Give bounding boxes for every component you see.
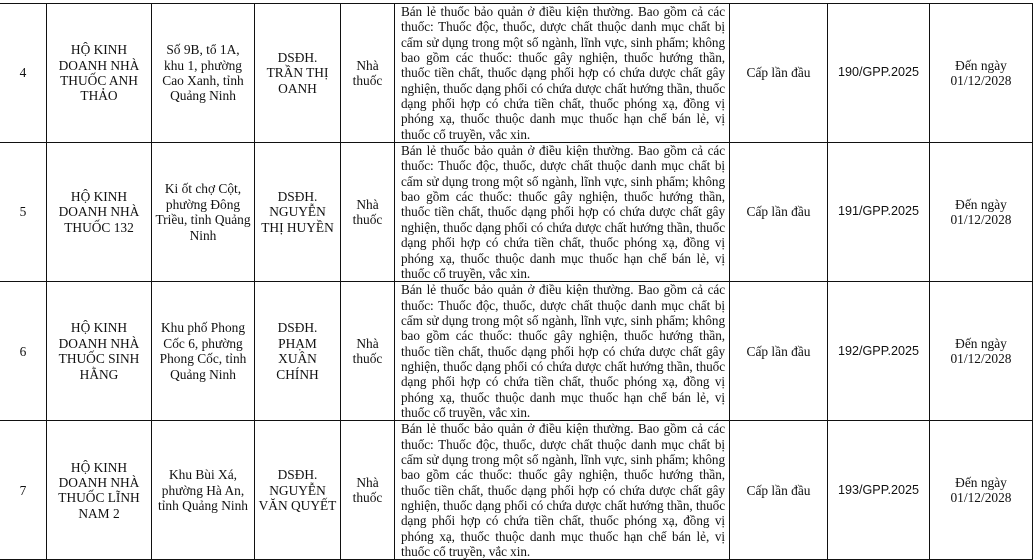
pharmacy-license-table xyxy=(0,3,1033,560)
establishment-type xyxy=(341,4,395,143)
responsible-pharmacist-text: DSĐH. PHẠM XUÂN CHÍNH xyxy=(276,320,319,382)
row-number: 7 xyxy=(0,421,47,560)
responsible-pharmacist xyxy=(255,4,341,143)
license-number: 190/GPP.2025 xyxy=(828,4,930,143)
license-number: 191/GPP.2025 xyxy=(828,143,930,282)
row-number: 6 xyxy=(0,282,47,421)
business-address xyxy=(152,4,255,143)
expiry-date-text: Đến ngày 01/12/2028 xyxy=(950,474,1012,506)
table-row xyxy=(0,421,1033,560)
business-name xyxy=(47,4,152,143)
business-scope-text: Bán lẻ thuốc bảo quản ở điều kiện thường. Bao gồm cả các thuốc: Thuốc độc, thuốc, dược chất thuộc danh mục chất bị cấm sử dụng trong một số ngành, lĩnh vực, sinh phẩm; không bao gồm các thuốc: thuốc gây nghiện, thuốc hướng thần, thuốc tiền chất, thuốc dạng phối hợp có chứa dược chất gây nghiện, thuốc dạng phối có chứa dược chất hướng thần, thuốc dạng phối hợp có chứa tiền chất, thuốc phóng xạ, đồng vị phóng xạ, thuốc thuộc danh mục thuốc hạn chế bán lẻ, vị thuốc cổ truyền, vắc xin. xyxy=(401,143,725,281)
responsible-pharmacist xyxy=(255,143,341,282)
license-number: 192/GPP.2025 xyxy=(828,282,930,421)
establishment-type-text: Nhà thuốc xyxy=(352,335,383,367)
expiry-date-text: Đến ngày 01/12/2028 xyxy=(950,57,1012,89)
business-scope-text: Bán lẻ thuốc bảo quản ở điều kiện thường. Bao gồm cả các thuốc: Thuốc độc, thuốc, dược chất thuộc danh mục chất bị cấm sử dụng trong một số ngành, lĩnh vực, sinh phẩm; không bao gồm các thuốc: thuốc gây nghiện, thuốc hướng thần, thuốc tiền chất, thuốc dạng phối hợp có chứa dược chất gây nghiện, thuốc dạng phối có chứa dược chất hướng thần, thuốc dạng phối hợp có chứa tiền chất, thuốc phóng xạ, đồng vị phóng xạ, thuốc thuộc danh mục thuốc hạn chế bán lẻ, vị thuốc cổ truyền, vắc xin. xyxy=(401,421,725,560)
expiry-date xyxy=(930,4,1033,143)
expiry-date xyxy=(930,143,1033,282)
expiry-date-text: Đến ngày 01/12/2028 xyxy=(950,196,1012,228)
business-scope xyxy=(395,421,730,560)
business-name xyxy=(47,143,152,282)
establishment-type xyxy=(341,421,395,560)
business-name-text: HỘ KINH DOANH NHÀ THUỐC ANH THẢO xyxy=(58,42,140,104)
business-name xyxy=(47,421,152,560)
license-number: 193/GPP.2025 xyxy=(828,421,930,560)
business-scope-text: Bán lẻ thuốc bảo quản ở điều kiện thường. Bao gồm cả các thuốc: Thuốc độc, thuốc, dược chất thuộc danh mục chất bị cấm sử dụng trong một số ngành, lĩnh vực, sinh phẩm; không bao gồm các thuốc: thuốc gây nghiện, thuốc hướng thần, thuốc tiền chất, thuốc dạng phối hợp có chứa dược chất gây nghiện, thuốc dạng phối có chứa dược chất hướng thần, thuốc dạng phối hợp có chứa tiền chất, thuốc phóng xạ, đồng vị phóng xạ, thuốc thuộc danh mục thuốc hạn chế bán lẻ, vị thuốc cổ truyền, vắc xin. xyxy=(401,4,725,142)
business-address-text: Ki ốt chợ Cột, phường Đông Triều, tỉnh Quảng Ninh xyxy=(155,181,251,243)
business-scope xyxy=(395,282,730,421)
business-address-text: Số 9B, tổ 1A, khu 1, phường Cao Xanh, tỉnh Quảng Ninh xyxy=(162,42,244,104)
business-address-text: Khu Bùi Xá, phường Hà An, tỉnh Quảng Ninh xyxy=(157,467,248,514)
establishment-type-text: Nhà thuốc xyxy=(352,196,383,228)
issuance-form: Cấp lần đầu xyxy=(730,282,828,421)
establishment-type xyxy=(341,143,395,282)
establishment-type-text: Nhà thuốc xyxy=(352,474,383,506)
table-row xyxy=(0,282,1033,421)
business-scope-text: Bán lẻ thuốc bảo quản ở điều kiện thường. Bao gồm cả các thuốc: Thuốc độc, thuốc, dược chất thuộc danh mục chất bị cấm sử dụng trong một số ngành, lĩnh vực, sinh phẩm; không bao gồm các thuốc: thuốc gây nghiện, thuốc hướng thần, thuốc tiền chất, thuốc dạng phối hợp có chứa dược chất gây nghiện, thuốc dạng phối có chứa dược chất hướng thần, thuốc dạng phối hợp có chứa tiền chất, thuốc phóng xạ, đồng vị phóng xạ, thuốc thuộc danh mục thuốc hạn chế bán lẻ, vị thuốc cổ truyền, vắc xin. xyxy=(401,282,725,420)
table-row xyxy=(0,143,1033,282)
business-name-text: HỘ KINH DOANH NHÀ THUỐC LĨNH NAM 2 xyxy=(58,459,140,521)
issuance-form: Cấp lần đầu xyxy=(730,421,828,560)
responsible-pharmacist-text: DSĐH. NGUYỄN THỊ HUYỀN xyxy=(261,189,334,235)
issuance-form: Cấp lần đầu xyxy=(730,4,828,143)
expiry-date-text: Đến ngày 01/12/2028 xyxy=(950,335,1012,367)
business-scope xyxy=(395,4,730,143)
business-name xyxy=(47,282,152,421)
row-number: 4 xyxy=(0,4,47,143)
issuance-form: Cấp lần đầu xyxy=(730,143,828,282)
business-scope xyxy=(395,143,730,282)
responsible-pharmacist-text: DSĐH. TRẦN THỊ OANH xyxy=(266,49,329,96)
business-address-text: Khu phố Phong Cốc 6, phường Phong Cốc, tỉnh Quảng Ninh xyxy=(159,320,247,382)
establishment-type xyxy=(341,282,395,421)
responsible-pharmacist xyxy=(255,282,341,421)
business-address xyxy=(152,282,255,421)
business-name-text: HỘ KINH DOANH NHÀ THUỐC SINH HẰNG xyxy=(58,320,140,382)
responsible-pharmacist-text: DSĐH. NGUYỄN VĂN QUYẾT xyxy=(258,467,337,514)
responsible-pharmacist xyxy=(255,421,341,560)
business-address xyxy=(152,143,255,282)
table-row xyxy=(0,4,1033,143)
business-name-text: HỘ KINH DOANH NHÀ THUỐC 132 xyxy=(58,189,140,235)
establishment-type-text: Nhà thuốc xyxy=(352,57,383,89)
expiry-date xyxy=(930,282,1033,421)
row-number: 5 xyxy=(0,143,47,282)
expiry-date xyxy=(930,421,1033,560)
business-address xyxy=(152,421,255,560)
